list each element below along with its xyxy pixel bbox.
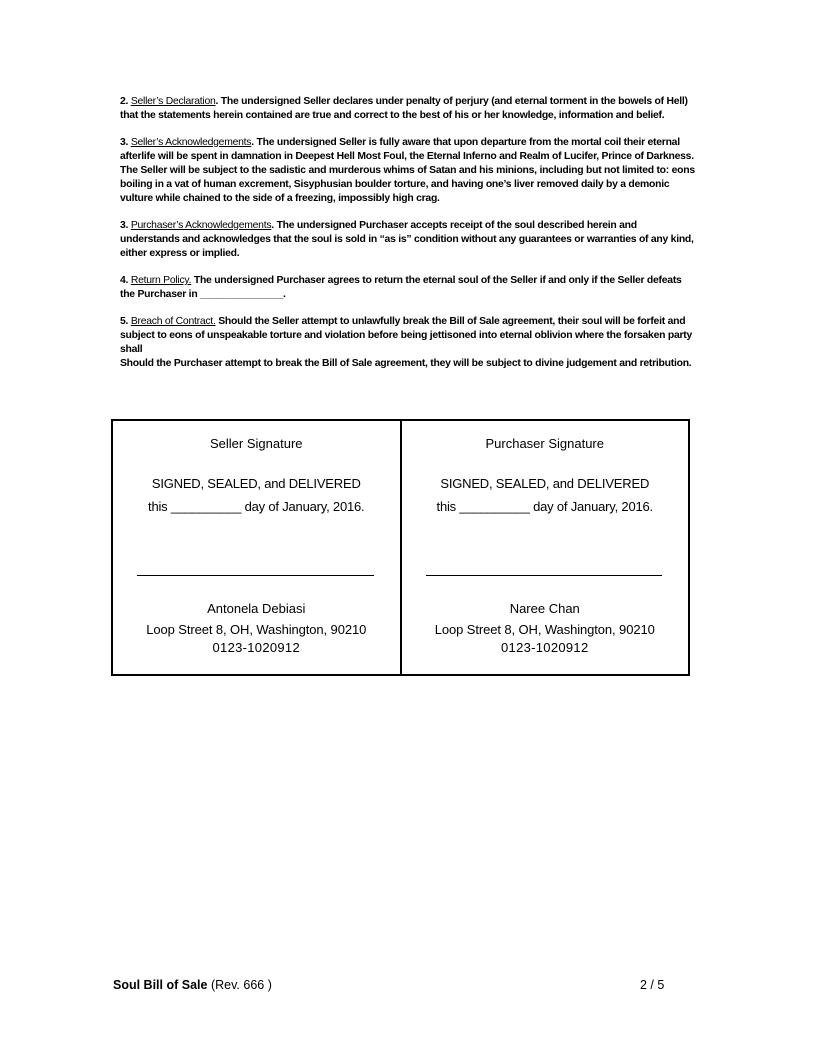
clause-number: 3. bbox=[120, 220, 129, 231]
seller-address: Loop Street 8, OH, Washington, 90210 bbox=[146, 622, 367, 637]
purchaser-signed-statement: SIGNED, SEALED, and DELIVERED bbox=[440, 476, 650, 491]
purchaser-signature-line bbox=[426, 575, 663, 576]
clause-heading-suffix: . bbox=[271, 220, 274, 231]
clause-number: 3. bbox=[120, 137, 129, 148]
seller-signing-date: this __________ day of January, 2016. bbox=[148, 499, 365, 514]
seller-name: Antonela Debiasi bbox=[207, 601, 306, 616]
clause-heading: Breach of Contract. bbox=[130, 316, 216, 327]
footer-page-number: 2 / 5 bbox=[640, 978, 665, 992]
clause-breach-of-contract bbox=[120, 315, 698, 371]
clause-text: The undersigned Purchaser accepts receipt of the soul described herein and understands and acknowledges that the soul is sold in “as is” condition without any guarantees or warranties of any kind, either express or implied. bbox=[120, 220, 694, 259]
clause-sellers-acknowledgements bbox=[120, 136, 698, 206]
clause-heading-suffix: . bbox=[215, 96, 219, 107]
clause-heading: Return Policy. bbox=[130, 275, 192, 286]
purchaser-address: Loop Street 8, OH, Washington, 90210 bbox=[434, 622, 655, 637]
clause-text-continued: Should the Purchaser attempt to break the Bill of Sale agreement, they will be subject to divine judgement and retribution. bbox=[120, 358, 692, 369]
clause-text: The undersigned Purchaser agrees to return the eternal soul of the Seller if and only if the Seller defeats the Purchaser in _______________. bbox=[120, 275, 682, 300]
clause-purchasers-acknowledgements bbox=[120, 219, 698, 261]
purchaser-signature-title: Purchaser Signature bbox=[485, 436, 604, 451]
footer-revision: (Rev. 666 ) bbox=[210, 978, 272, 992]
purchaser-signature-block bbox=[400, 421, 689, 674]
clause-heading: Seller’s Declaration bbox=[130, 96, 216, 107]
clause-heading-suffix: . bbox=[251, 137, 254, 148]
clause-number: 5. bbox=[120, 316, 129, 327]
footer-title: Soul Bill of Sale bbox=[113, 978, 208, 992]
contract-clauses bbox=[120, 95, 698, 384]
purchaser-signing-date: this __________ day of January, 2016. bbox=[436, 499, 653, 514]
footer-document-title bbox=[113, 978, 272, 992]
purchaser-name: Naree Chan bbox=[509, 601, 580, 616]
clause-text: Should the Seller attempt to unlawfully break the Bill of Sale agreement, their soul will be forfeit and subject to eons of unspeakable torture and violation before being jettisoned into eternal oblivion where the forsaken party shall bbox=[120, 316, 693, 355]
clause-text: The undersigned Seller declares under penalty of perjury (and eternal torment in the bowels of Hell) that the statements herein contained are true and correct to the best of his or her knowledge, information and belief. bbox=[120, 96, 688, 121]
seller-signed-statement: SIGNED, SEALED, and DELIVERED bbox=[151, 476, 361, 491]
clause-heading: Seller’s Acknowledgements bbox=[130, 137, 252, 148]
seller-phone: 0123-1020912 bbox=[212, 640, 300, 655]
seller-signature-block bbox=[113, 421, 400, 674]
signature-table bbox=[111, 419, 690, 676]
clause-number: 4. bbox=[120, 275, 129, 286]
clause-text: The undersigned Seller is fully aware that upon departure from the mortal coil their eternal afterlife will be spent in damnation in Deepest Hell Most Foul, the Eternal Inferno and Realm of Lucifer, Prince of Darkness. The Seller will be subject to the sadistic and murderous whims of Satan and his minions, including but not limited to: eons boiling in a vat of human excrement, Sisyphusian boulder torture, and having one’s liver removed daily by a demonic vulture while chained to the side of a freezing, impossibly high crag. bbox=[120, 137, 695, 204]
clause-return-policy bbox=[120, 274, 698, 302]
clause-heading: Purchaser’s Acknowledgements bbox=[130, 220, 272, 231]
purchaser-phone: 0123-1020912 bbox=[501, 640, 589, 655]
seller-signature-line bbox=[137, 575, 374, 576]
seller-signature-title: Seller Signature bbox=[210, 436, 303, 451]
clause-number: 2. bbox=[120, 96, 129, 107]
clause-sellers-declaration bbox=[120, 95, 698, 123]
